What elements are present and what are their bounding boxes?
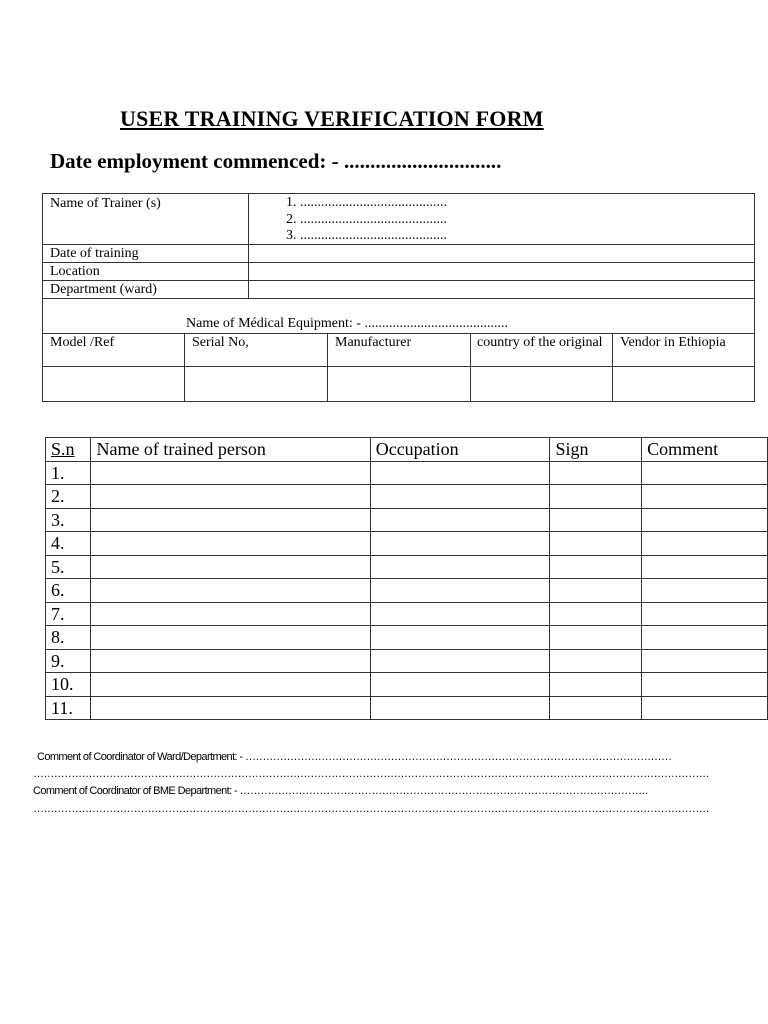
form-divider	[43, 298, 754, 299]
header-name: Name of trained person	[91, 438, 370, 462]
form-divider	[43, 244, 754, 245]
comment-cell[interactable]	[642, 649, 768, 673]
table-header-row	[46, 438, 768, 462]
col-model-ref: Model /Ref	[50, 335, 115, 350]
comment-cell[interactable]	[642, 696, 768, 720]
occupation-cell[interactable]	[370, 532, 550, 556]
row-number: 9.	[46, 649, 91, 673]
comment-cell[interactable]	[642, 626, 768, 650]
trained-person-cell[interactable]	[91, 673, 370, 697]
form-divider	[184, 333, 185, 401]
comment-cell[interactable]	[642, 555, 768, 579]
header-comment: Comment	[642, 438, 768, 462]
trained-persons-table	[45, 437, 768, 720]
form-divider	[470, 333, 471, 401]
occupation-cell[interactable]	[370, 579, 550, 603]
comment-cell[interactable]	[642, 485, 768, 509]
location-label: Location	[50, 264, 100, 279]
occupation-cell[interactable]	[370, 696, 550, 720]
form-divider	[43, 333, 754, 334]
trainer-line-2[interactable]: 2. ..........................................	[286, 212, 447, 227]
trained-person-cell[interactable]	[91, 508, 370, 532]
table-row	[46, 696, 768, 720]
ward-coordinator-comment[interactable]: Comment of Coordinator of Ward/Department: - ……………………………………………………………………………………………………………	[37, 751, 672, 763]
comment-cell[interactable]	[642, 461, 768, 485]
trainer-label: Name of Trainer (s)	[50, 196, 161, 211]
comment-cell[interactable]	[642, 602, 768, 626]
row-number: 5.	[46, 555, 91, 579]
sign-cell[interactable]	[550, 696, 642, 720]
form-divider	[43, 262, 754, 263]
ward-comment-continuation[interactable]: ……………………………………………………………………………………………………………………………………………………………………………	[33, 768, 710, 780]
occupation-cell[interactable]	[370, 485, 550, 509]
trained-person-cell[interactable]	[91, 485, 370, 509]
table-row	[46, 673, 768, 697]
header-sn: S.n	[46, 438, 91, 462]
row-number: 1.	[46, 461, 91, 485]
form-title: USER TRAINING VERIFICATION FORM	[120, 106, 544, 131]
trained-person-cell[interactable]	[91, 461, 370, 485]
form-divider	[327, 333, 328, 401]
trained-person-cell[interactable]	[91, 626, 370, 650]
form-divider	[43, 280, 754, 281]
sign-cell[interactable]	[550, 579, 642, 603]
occupation-cell[interactable]	[370, 649, 550, 673]
occupation-cell[interactable]	[370, 508, 550, 532]
row-number: 7.	[46, 602, 91, 626]
row-number: 2.	[46, 485, 91, 509]
comment-cell[interactable]	[642, 508, 768, 532]
row-number: 3.	[46, 508, 91, 532]
sign-cell[interactable]	[550, 508, 642, 532]
trainer-line-3[interactable]: 3. ..........................................	[286, 228, 447, 243]
row-number: 8.	[46, 626, 91, 650]
occupation-cell[interactable]	[370, 626, 550, 650]
sign-cell[interactable]	[550, 649, 642, 673]
sign-cell[interactable]	[550, 626, 642, 650]
occupation-cell[interactable]	[370, 673, 550, 697]
col-manufacturer: Manufacturer	[335, 335, 412, 350]
department-label: Department (ward)	[50, 282, 157, 297]
sign-cell[interactable]	[550, 461, 642, 485]
occupation-cell[interactable]	[370, 602, 550, 626]
row-number: 10.	[46, 673, 91, 697]
sign-cell[interactable]	[550, 485, 642, 509]
comment-cell[interactable]	[642, 579, 768, 603]
table-row	[46, 626, 768, 650]
equipment-name-label: Name of Médical Equipment: - .........................................	[186, 316, 508, 331]
trained-person-cell[interactable]	[91, 696, 370, 720]
occupation-cell[interactable]	[370, 461, 550, 485]
form-divider	[612, 333, 613, 401]
trained-person-cell[interactable]	[91, 555, 370, 579]
sign-cell[interactable]	[550, 555, 642, 579]
trained-person-cell[interactable]	[91, 602, 370, 626]
trainer-line-1[interactable]: 1. ..........................................	[286, 195, 447, 210]
trained-person-cell[interactable]	[91, 649, 370, 673]
form-divider	[248, 194, 249, 298]
bme-comment-continuation[interactable]: ……………………………………………………………………………………………………………………………………………………………………………	[33, 803, 710, 815]
col-vendor-ethiopia: Vendor in Ethiopia	[620, 335, 726, 350]
table-row	[46, 555, 768, 579]
sign-cell[interactable]	[550, 673, 642, 697]
col-serial-no: Serial No,	[192, 335, 249, 350]
table-row	[46, 579, 768, 603]
col-country-of-origin: country of the original	[477, 335, 603, 350]
trained-person-cell[interactable]	[91, 579, 370, 603]
table-row	[46, 602, 768, 626]
row-number: 4.	[46, 532, 91, 556]
row-number: 11.	[46, 696, 91, 720]
table-row	[46, 649, 768, 673]
occupation-cell[interactable]	[370, 555, 550, 579]
bme-coordinator-comment[interactable]: Comment of Coordinator of BME Department: - ……………………………………………………………………………………………………….	[33, 785, 648, 797]
date-employment-commenced: Date employment commenced: - ..............................	[50, 149, 502, 173]
header-sign: Sign	[550, 438, 642, 462]
sign-cell[interactable]	[550, 602, 642, 626]
table-row	[46, 485, 768, 509]
row-number: 6.	[46, 579, 91, 603]
sign-cell[interactable]	[550, 532, 642, 556]
trainer-equipment-form	[42, 193, 755, 402]
comment-cell[interactable]	[642, 673, 768, 697]
date-of-training-label: Date of training	[50, 246, 139, 261]
table-row	[46, 532, 768, 556]
trained-person-cell[interactable]	[91, 532, 370, 556]
comment-cell[interactable]	[642, 532, 768, 556]
form-divider	[43, 366, 754, 367]
table-row	[46, 461, 768, 485]
table-row	[46, 508, 768, 532]
header-occupation: Occupation	[370, 438, 550, 462]
